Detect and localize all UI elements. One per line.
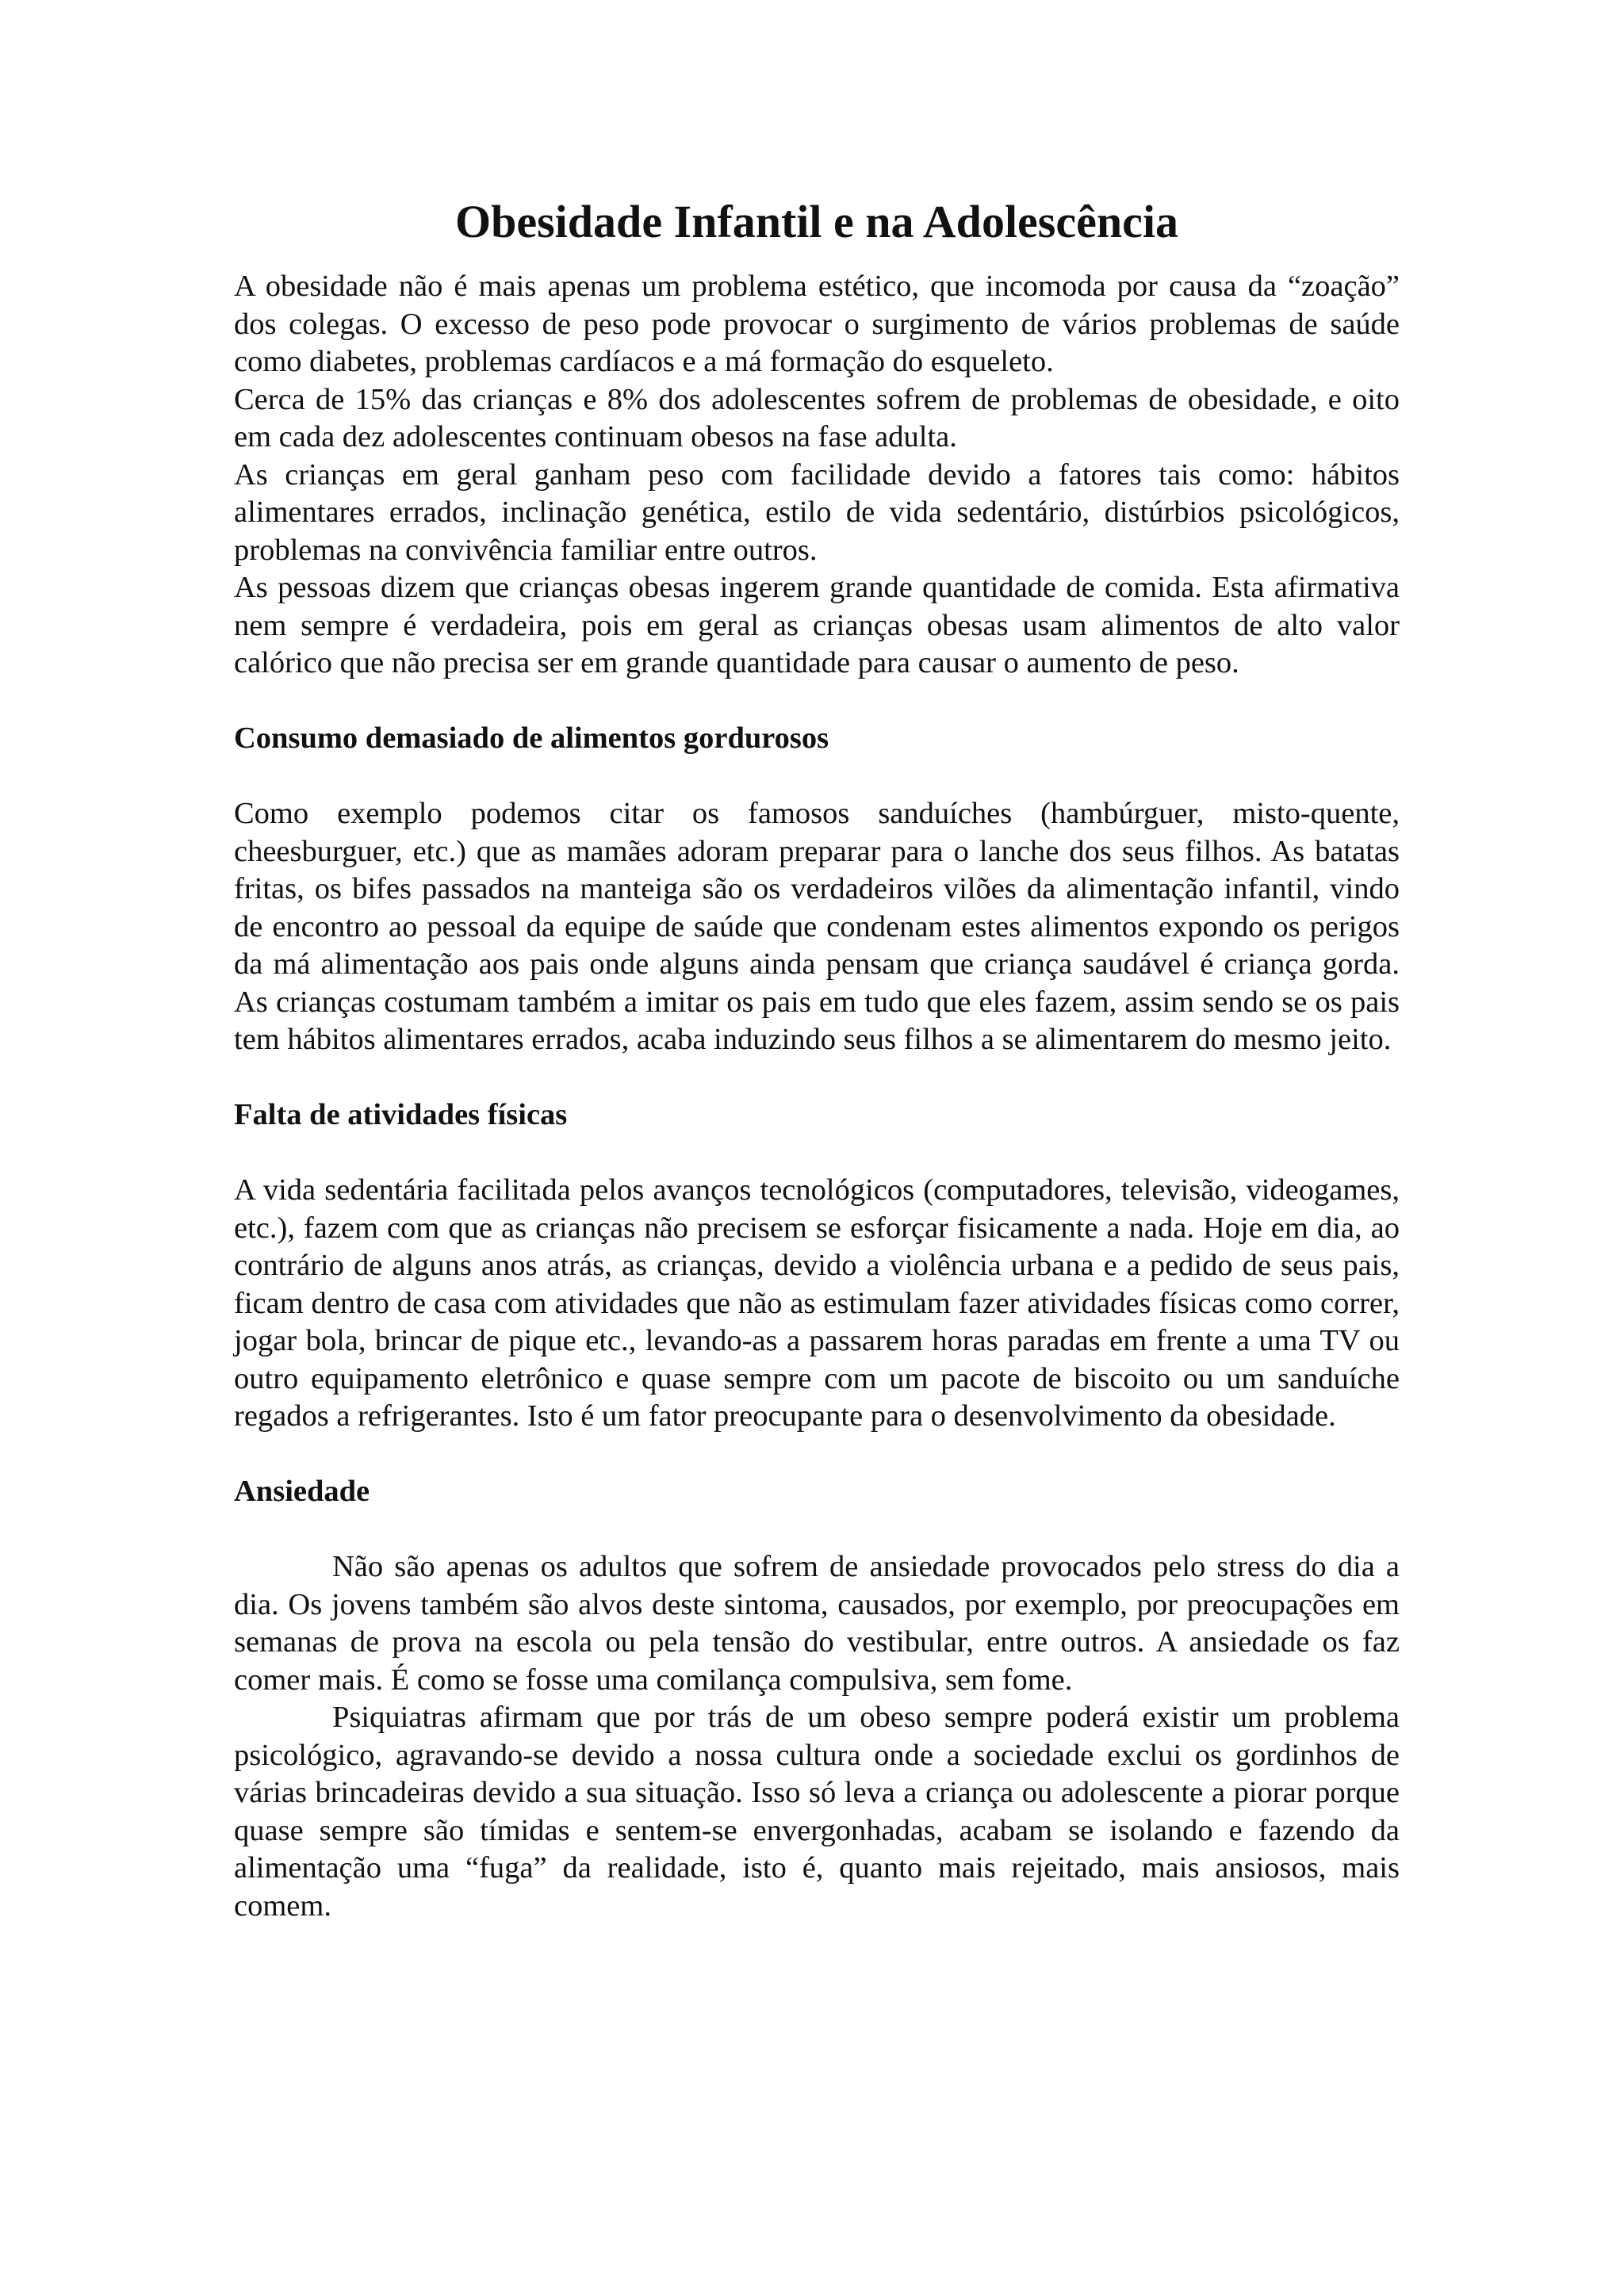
spacer xyxy=(234,683,1400,721)
section-heading-ansiedade: Ansiedade xyxy=(234,1475,370,1508)
spacer xyxy=(234,1059,1400,1097)
spacer xyxy=(234,1511,1400,1549)
section-paragraph: Não são apenas os adultos que sofrem de ansiedade provocados pelo stress do dia a dia. Os jovens também são alvos deste sintoma, causados, por exemplo, por preocupações em semanas de prova na escola ou pela tensão do vestibular, entre outros. A ansiedade os faz comer mais. É como se fosse uma comilança compulsiva, sem fome. xyxy=(234,1550,1400,1697)
intro-paragraph: A obesidade não é mais apenas um problema estético, que incomoda por causa da “zoação” dos colegas. O excesso de peso pode provocar o surgimento de vários problemas de saúde como diabetes, problemas cardíacos e a má formação do esqueleto. xyxy=(234,270,1400,378)
spacer xyxy=(234,758,1400,796)
spacer xyxy=(234,1135,1400,1173)
section-paragraph: Psiquiatras afirmam que por trás de um obeso sempre poderá existir um problema psicológico, agravando-se devido a nossa cultura onde a sociedade exclui os gordinhos de várias brincadeiras devido a sua situação. Isso só leva a criança ou adolescente a piorar porque quase sempre são tímidas e sentem-se envergonhadas, acabam se isolando e fazendo da alimentação uma “fuga” da realidade, isto é, quanto mais rejeitado, mais ansiosos, mais comem. xyxy=(234,1701,1400,1923)
document-body xyxy=(234,182,1400,1925)
section-paragraph: Como exemplo podemos citar os famosos sanduíches (hambúrguer, misto-quente, cheesburguer, etc.) que as mamães adoram preparar para o lanche dos seus filhos. As batatas fritas, os bifes passados na manteiga são os verdadeiros vilões da alimentação infantil, vindo de encontro ao pessoal da equipe de saúde que condenam estes alimentos expondo os perigos da má alimentação aos pais onde alguns ainda pensam que criança saudável é criança gorda. As crianças costumam também a imitar os pais em tudo que eles fazem, assim sendo se os pais tem hábitos alimentares errados, acaba induzindo seus filhos a se alimentarem do mesmo jeito. xyxy=(234,797,1400,1056)
section-heading-atividades: Falta de atividades físicas xyxy=(234,1098,568,1131)
document-title: Obesidade Infantil e na Adolescência xyxy=(455,196,1178,247)
intro-paragraph: As pessoas dizem que crianças obesas ingerem grande quantidade de comida. Esta afirmativa nem sempre é verdadeira, pois em geral as crianças obesas usam alimentos de alto valor calórico que não precisa ser em grande quantidade para causar o aumento de peso. xyxy=(234,571,1400,679)
section-heading-alimentos: Consumo demasiado de alimentos gordurosos xyxy=(234,721,829,755)
intro-paragraph: Cerca de 15% das crianças e 8% dos adolescentes sofrem de problemas de obesidade, e oito em cada dez adolescentes continuam obesos na fase adulta. xyxy=(234,382,1400,453)
spacer xyxy=(234,262,1400,268)
spacer xyxy=(234,1436,1400,1474)
intro-paragraph: As crianças em geral ganham peso com facilidade devido a fatores tais como: hábitos alimentares errados, inclinação genética, estilo de vida sedentário, distúrbios psicológicos, problemas na convivência familiar entre outros. xyxy=(234,457,1400,567)
section-paragraph: A vida sedentária facilitada pelos avanços tecnológicos (computadores, televisão, videogames, etc.), fazem com que as crianças não precisem se esforçar fisicamente a nada. Hoje em dia, ao contrário de alguns anos atrás, as crianças, devido a violência urbana e a pedido de seus pais, ficam dentro de casa com atividades que não as estimulam fazer atividades físicas como correr, jogar bola, brincar de pique etc., levando-as a passarem horas paradas em frente a uma TV ou outro equipamento eletrônico e quase sempre com um pacote de biscoito ou um sanduíche regados a refrigerantes. Isto é um fator preocupante para o desenvolvimento da obesidade. xyxy=(234,1173,1400,1433)
